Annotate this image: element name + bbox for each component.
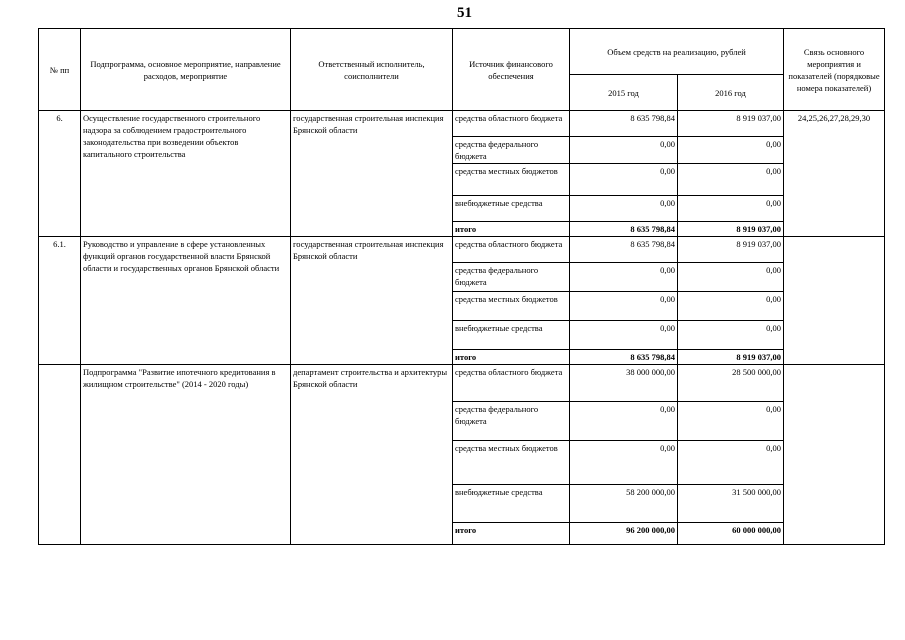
header-program: Подпрограмма, основное мероприятие, направление расходов, мероприятие <box>81 29 291 111</box>
value-2016: 8 919 037,00 <box>678 237 784 263</box>
executor: государственная строительная инспекция Брянской области <box>291 237 453 365</box>
value-2016: 31 500 000,00 <box>678 485 784 523</box>
header-num: № пп <box>39 29 81 111</box>
value-2015: 58 200 000,00 <box>570 485 678 523</box>
source-label: средства федерального бюджета <box>453 263 570 292</box>
header-source: Источник финансового обеспечения <box>453 29 570 111</box>
program-title: Осуществление государственного строительного надзора за соблюдением градостроительного законодательства при возведении объектов капитального строительства <box>81 111 291 237</box>
page-number: 51 <box>457 5 472 21</box>
value-2016: 0,00 <box>678 402 784 441</box>
indicator-link <box>784 237 885 365</box>
value-2016: 0,00 <box>678 263 784 292</box>
value-2015: 0,00 <box>570 137 678 164</box>
value-2015: 38 000 000,00 <box>570 365 678 402</box>
value-2015: 8 635 798,84 <box>570 111 678 137</box>
header-link: Связь основного мероприятия и показателей (порядковые номера показателей) <box>784 29 885 111</box>
source-label: внебюджетные средства <box>453 485 570 523</box>
value-2016: 0,00 <box>678 137 784 164</box>
source-label: средства федерального бюджета <box>453 402 570 441</box>
value-2016: 28 500 000,00 <box>678 365 784 402</box>
value-2015: 8 635 798,84 <box>570 350 678 365</box>
value-2015: 96 200 000,00 <box>570 523 678 545</box>
source-label: внебюджетные средства <box>453 321 570 350</box>
table-row <box>39 111 885 137</box>
source-label: средства местных бюджетов <box>453 164 570 196</box>
value-2015: 0,00 <box>570 292 678 321</box>
value-2016: 8 919 037,00 <box>678 222 784 237</box>
indicator-link: 24,25,26,27,28,29,30 <box>784 111 885 237</box>
value-2015: 8 635 798,84 <box>570 237 678 263</box>
source-label: средства областного бюджета <box>453 237 570 263</box>
value-2016: 0,00 <box>678 196 784 222</box>
source-label: итого <box>453 222 570 237</box>
header-year-2016: 2016 год <box>678 75 784 111</box>
table-row <box>39 237 885 263</box>
executor: департамент строительства и архитектуры Брянской области <box>291 365 453 545</box>
value-2016: 0,00 <box>678 321 784 350</box>
value-2016: 0,00 <box>678 441 784 485</box>
financing-table <box>38 28 885 545</box>
value-2016: 8 919 037,00 <box>678 350 784 365</box>
source-label: средства местных бюджетов <box>453 441 570 485</box>
source-label: итого <box>453 523 570 545</box>
source-label: средства областного бюджета <box>453 365 570 402</box>
value-2015: 0,00 <box>570 164 678 196</box>
source-label: итого <box>453 350 570 365</box>
source-label: внебюджетные средства <box>453 196 570 222</box>
value-2015: 0,00 <box>570 441 678 485</box>
value-2015: 0,00 <box>570 402 678 441</box>
value-2016: 60 000 000,00 <box>678 523 784 545</box>
table-row <box>39 365 885 402</box>
header-year-2015: 2015 год <box>570 75 678 111</box>
source-label: средства местных бюджетов <box>453 292 570 321</box>
row-number: 6. <box>39 111 81 237</box>
value-2015: 8 635 798,84 <box>570 222 678 237</box>
row-number <box>39 365 81 545</box>
source-label: средства федерального бюджета <box>453 137 570 164</box>
source-label: средства областного бюджета <box>453 111 570 137</box>
value-2015: 0,00 <box>570 263 678 292</box>
value-2016: 8 919 037,00 <box>678 111 784 137</box>
value-2015: 0,00 <box>570 196 678 222</box>
value-2016: 0,00 <box>678 292 784 321</box>
table-body <box>39 111 885 545</box>
value-2016: 0,00 <box>678 164 784 196</box>
program-title: Подпрограмма "Развитие ипотечного кредитования в жилищном строительстве" (2014 - 2020 годы) <box>81 365 291 545</box>
value-2015: 0,00 <box>570 321 678 350</box>
header-executor: Ответственный исполнитель, соисполнители <box>291 29 453 111</box>
indicator-link <box>784 365 885 545</box>
executor: государственная строительная инспекция Брянской области <box>291 111 453 237</box>
header-volume: Объем средств на реализацию, рублей <box>570 29 784 75</box>
program-title: Руководство и управление в сфере установленных функций органов государственной власти Брянской области и государственных органов Брянской области <box>81 237 291 365</box>
row-number: 6.1. <box>39 237 81 365</box>
